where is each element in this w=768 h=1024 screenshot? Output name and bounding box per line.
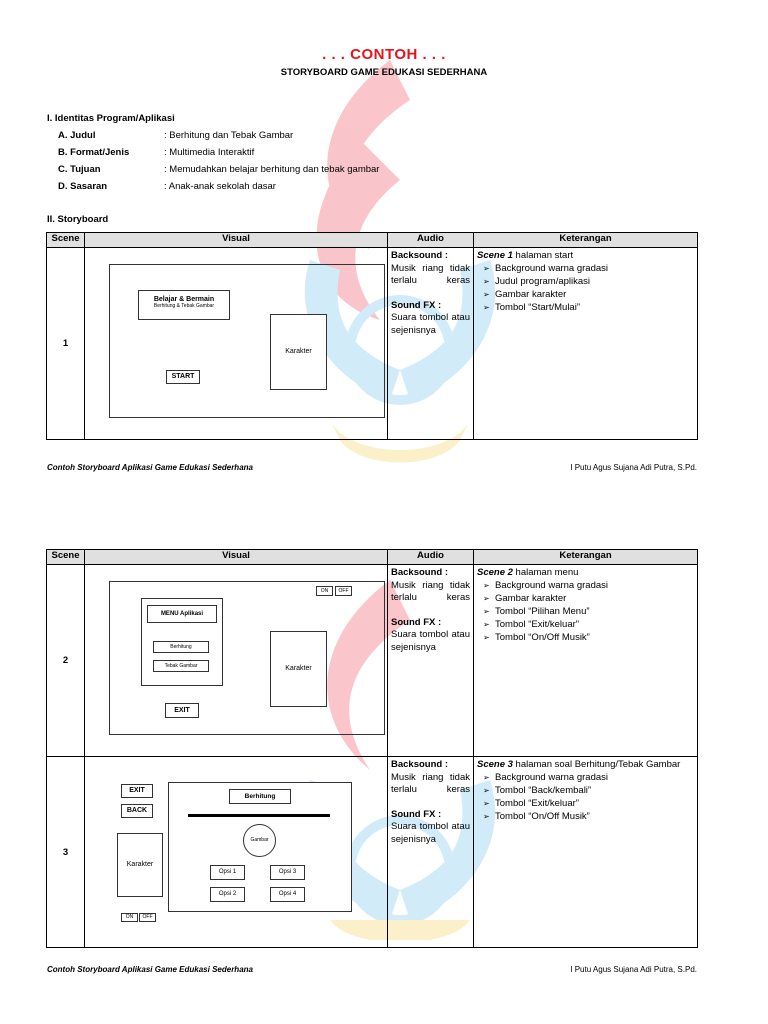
soundfx-text: Suara tombol atau sejenisnya [391, 312, 470, 336]
list-item: ➢ Tombol “Exit/keluar” [483, 619, 579, 630]
header-audio: Audio [388, 233, 474, 248]
soundfx-label: Sound FX : [391, 299, 442, 311]
storyboard-table-2 [46, 549, 698, 948]
identity-label-format: B. Format/Jenis [58, 147, 130, 158]
list-item: ➢ Tombol “Back/kembali” [483, 785, 592, 796]
soundfx-label: Sound FX : [391, 616, 442, 628]
list-item: ➢ Tombol “Pilihan Menu” [483, 606, 590, 617]
soundfx-label: Sound FX : [391, 808, 442, 820]
soundfx-text: Suara tombol atau sejenisnya [391, 629, 470, 653]
scene2-visual [85, 565, 388, 757]
scene2-label: Scene 2 [477, 567, 513, 578]
tebak-gambar-button[interactable]: Tebak Gambar [153, 660, 209, 672]
on-button[interactable]: ON [316, 586, 333, 596]
soundfx-text: Suara tombol atau sejenisnya [391, 821, 470, 845]
backsound-label: Backsound : [391, 759, 449, 770]
identity-label-tujuan: C. Tujuan [58, 164, 101, 175]
list-item: ➢ Background warna gradasi [483, 772, 609, 783]
backsound-text: Musik riang tidak terlalu keras [391, 262, 470, 286]
scene1-visual [85, 248, 388, 440]
start-button[interactable]: START [166, 370, 200, 384]
list-item: ➢ Tombol “Exit/keluar” [483, 798, 579, 809]
identity-label-sasaran: D. Sasaran [58, 181, 108, 192]
list-item: ➢ Tombol “On/Off Musik” [483, 632, 590, 643]
scene3-label: Scene 3 [477, 759, 513, 770]
header-keterangan: Keterangan [474, 233, 698, 248]
scene2-keterangan [474, 565, 698, 757]
scene3-audio [388, 757, 474, 948]
scene1-desc: halaman start [512, 250, 574, 261]
backsound-text: Musik riang tidak terlalu keras [391, 579, 470, 603]
berhitung-title: Berhitung [229, 789, 291, 804]
opsi-3-button[interactable]: Opsi 3 [270, 865, 305, 880]
header-keterangan: Keterangan [474, 550, 698, 565]
footer-left: Contoh Storyboard Aplikasi Game Edukasi Sederhana [47, 463, 253, 472]
scene2-desc: halaman menu [512, 567, 579, 578]
backsound-label: Backsound : [391, 567, 449, 578]
opsi-1-button[interactable]: Opsi 1 [210, 865, 245, 880]
off-button[interactable]: OFF [139, 913, 156, 922]
title-box [138, 290, 230, 320]
scene1-label: Scene 1 [477, 250, 513, 261]
identity-label-judul: A. Judul [58, 130, 96, 141]
karakter-box: Karakter [117, 833, 163, 897]
scene1-keterangan [474, 248, 698, 440]
app-title: Belajar & Bermain [153, 296, 215, 303]
footer-right: I Putu Agus Sujana Adi Putra, S.Pd. [570, 965, 697, 974]
scene3-visual [85, 757, 388, 948]
storyboard-heading: II. Storyboard [47, 214, 109, 225]
identity-value-tujuan: : Memudahkan belajar berhitung dan tebak gambar [164, 164, 380, 175]
header-visual: Visual [85, 233, 388, 248]
screen-frame [109, 264, 385, 418]
storyboard-table-1 [46, 232, 698, 440]
header-scene: Scene [47, 550, 85, 565]
header-visual: Visual [85, 550, 388, 565]
opsi-4-button[interactable]: Opsi 4 [270, 887, 305, 902]
scene3-desc: halaman soal Berhitung/Tebak Gambar [512, 759, 681, 770]
header-audio: Audio [388, 550, 474, 565]
footer-left: Contoh Storyboard Aplikasi Game Edukasi Sederhana [47, 965, 253, 974]
backsound-label: Backsound : [391, 250, 449, 261]
contoh-heading: . . . CONTOH . . . [322, 46, 446, 63]
list-item: ➢ Tombol “On/Off Musik” [483, 811, 590, 822]
header-scene: Scene [47, 233, 85, 248]
scene-number: 3 [47, 757, 85, 948]
footer-right: I Putu Agus Sujana Adi Putra, S.Pd. [570, 463, 697, 472]
scene-number: 2 [47, 565, 85, 757]
identity-value-sasaran: : Anak-anak sekolah dasar [164, 181, 276, 192]
scene1-audio [388, 248, 474, 440]
exit-button[interactable]: EXIT [121, 784, 153, 798]
identity-heading: I. Identitas Program/Aplikasi [47, 113, 175, 124]
list-item: ➢ Gambar karakter [483, 593, 567, 604]
menu-title: MENU Aplikasi [147, 605, 217, 623]
exit-button[interactable]: EXIT [165, 703, 199, 718]
identity-value-format: : Multimedia Interaktif [164, 147, 255, 158]
off-button[interactable]: OFF [335, 586, 352, 596]
list-item: ➢ Judul program/aplikasi [483, 276, 591, 287]
on-button[interactable]: ON [121, 913, 138, 922]
list-item: ➢ Background warna gradasi [483, 263, 609, 274]
list-item: ➢ Gambar karakter [483, 289, 567, 300]
opsi-2-button[interactable]: Opsi 2 [210, 887, 245, 902]
scene3-keterangan [474, 757, 698, 948]
back-button[interactable]: BACK [121, 804, 153, 818]
scene2-audio [388, 565, 474, 757]
scene-number: 1 [47, 248, 85, 440]
backsound-text: Musik riang tidak terlalu keras [391, 771, 470, 795]
karakter-box: Karakter [270, 314, 327, 390]
berhitung-button[interactable]: Berhitung [153, 641, 209, 653]
document-title: STORYBOARD GAME EDUKASI SEDERHANA [280, 67, 488, 78]
divider-line [188, 814, 330, 817]
gambar-circle: Gambar [243, 824, 276, 857]
app-subtitle: Berhitung & Tebak Gambar [153, 303, 215, 309]
karakter-box: Karakter [270, 631, 327, 707]
identity-value-judul: : Berhitung dan Tebak Gambar [164, 130, 294, 141]
list-item: ➢ Background warna gradasi [483, 580, 609, 591]
list-item: ➢ Tombol “Start/Mulai” [483, 302, 580, 313]
